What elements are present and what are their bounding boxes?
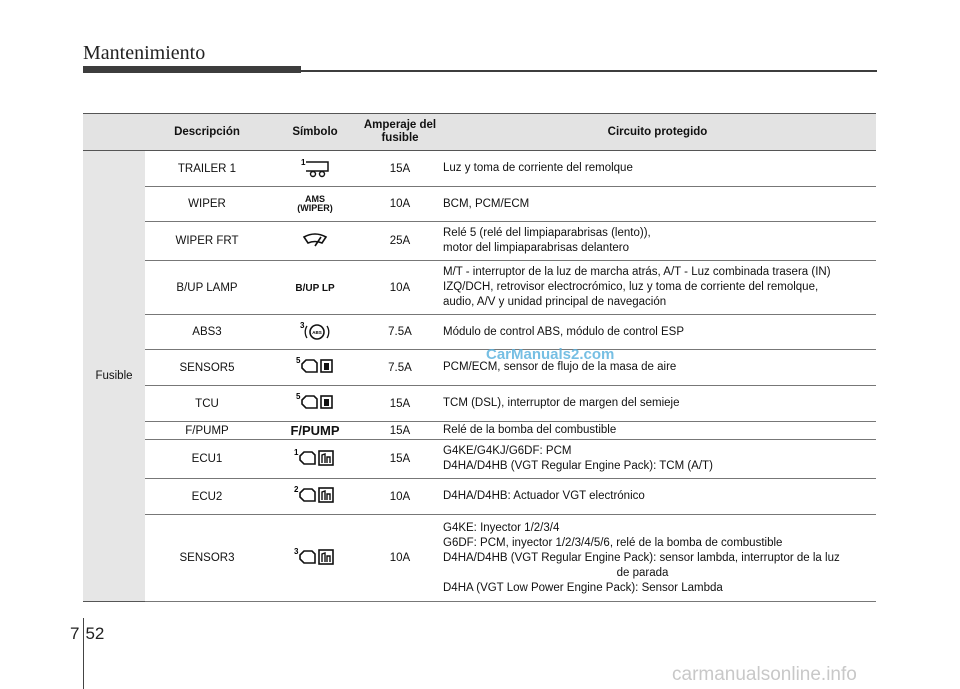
- circuit-line: D4HA/D4HB (VGT Regular Engine Pack): sensor lambda, interruptor de la luz: [443, 551, 840, 564]
- group-label-fusible: Fusible: [83, 151, 145, 602]
- fuse-amperage: 10A: [361, 479, 439, 515]
- circuit-line: motor del limpiaparabrisas delantero: [443, 242, 630, 254]
- fuse-amperage: 15A: [361, 386, 439, 422]
- fuse-amperage: 15A: [361, 440, 439, 479]
- circuit-line: G4KE/G4KJ/G6DF: PCM: [443, 445, 572, 457]
- fuse-description: WIPER FRT: [145, 222, 269, 261]
- symbol-cell: [269, 151, 361, 187]
- column-header-symbol: Símbolo: [269, 114, 361, 151]
- fuse-amperage: 25A: [361, 222, 439, 261]
- fuse-description: B/UP LAMP: [145, 261, 269, 315]
- symbol-cell: [269, 187, 361, 222]
- circuit-protected: [439, 187, 876, 222]
- wiper-icon: [300, 230, 330, 250]
- header-rule: [301, 70, 877, 72]
- fuse-amperage: 7.5A: [361, 350, 439, 386]
- circuit-line: Relé 5 (relé del limpiaparabrisas (lento)),: [443, 227, 651, 239]
- circuit-line: G4KE: Inyector 1/2/3/4: [443, 521, 560, 534]
- symbol-cell: [269, 440, 361, 479]
- circuit-protected: [439, 515, 876, 602]
- column-header-description: Descripción: [145, 114, 269, 151]
- footer-site-watermark: carmanualsonline.info: [672, 664, 857, 685]
- engine-sensor-icon: [294, 355, 336, 377]
- symbol-cell: [269, 479, 361, 515]
- watermark-text: CarManuals2.com: [486, 346, 615, 363]
- table-row: [83, 386, 876, 422]
- fuse-description: ECU2: [145, 479, 269, 515]
- symbol-number: 5: [296, 356, 301, 365]
- fuse-description: ECU1: [145, 440, 269, 479]
- symbol-number: 3: [294, 546, 299, 556]
- fuse-description: SENSOR3: [145, 515, 269, 602]
- circuit-line: M/T - interruptor de la luz de marcha atrás, A/T - Luz combinada trasera (IN): [443, 266, 831, 278]
- circuit-line: Relé de la bomba del combustible: [443, 424, 617, 436]
- symbol-cell: [269, 222, 361, 261]
- symbol-number: 1: [294, 447, 299, 457]
- page-header-title: Mantenimiento: [83, 42, 206, 64]
- table-row: [83, 422, 876, 440]
- symbol-cell: [269, 422, 361, 440]
- symbol-text: AMS: [305, 193, 325, 204]
- symbol-cell: [269, 315, 361, 350]
- column-header-amperage: Amperaje del fusible: [361, 114, 439, 151]
- symbol-cell: [269, 515, 361, 602]
- table-header-row: [83, 114, 876, 151]
- table-row: [83, 479, 876, 515]
- circuit-line: Módulo de control ABS, módulo de control ESP: [443, 325, 685, 338]
- symbol-cell: [269, 350, 361, 386]
- symbol-cell: [269, 386, 361, 422]
- svg-text:ABS: ABS: [312, 329, 322, 335]
- header-bar: [83, 66, 301, 73]
- circuit-line: de parada: [616, 566, 669, 579]
- column-header-circuit: Circuito protegido: [439, 114, 876, 151]
- circuit-protected: [439, 440, 876, 479]
- chapter-number: 7: [70, 624, 80, 643]
- symbol-number: 3: [300, 320, 305, 330]
- table-row: [83, 350, 876, 386]
- table-row: [83, 187, 876, 222]
- svg-text:1: 1: [301, 158, 306, 167]
- table-row: [83, 222, 876, 261]
- table-row: [83, 261, 876, 315]
- ecu-icon: [292, 484, 338, 506]
- column-header-group: [83, 114, 145, 151]
- circuit-line: audio, A/V y unidad principal de navegación: [443, 296, 667, 308]
- circuit-line: PCM/ECM, sensor de flujo de la masa de aire: [443, 361, 677, 373]
- symbol-number: 5: [296, 392, 301, 401]
- ecu-icon: [292, 546, 338, 568]
- table-row: [83, 151, 876, 187]
- table-row: [83, 440, 876, 479]
- symbol-text: B/UP LP: [295, 282, 335, 294]
- page-number-value: 52: [85, 624, 105, 643]
- fuse-description: TCU: [145, 386, 269, 422]
- fuse-amperage: 7.5A: [361, 315, 439, 350]
- circuit-protected: [439, 261, 876, 315]
- circuit-line: BCM, PCM/ECM: [443, 197, 530, 210]
- ecu-icon: [292, 447, 338, 469]
- fuse-description: WIPER: [145, 187, 269, 222]
- circuit-line: D4HA (VGT Low Power Engine Pack): Sensor Lambda: [443, 581, 723, 594]
- fuse-amperage: 15A: [361, 422, 439, 440]
- circuit-protected: [439, 479, 876, 515]
- symbol-number: 2: [294, 485, 299, 494]
- circuit-protected: [439, 315, 876, 350]
- ams-wiper-symbol: [297, 195, 333, 213]
- fuse-amperage: 15A: [361, 151, 439, 187]
- fuse-table: [83, 113, 876, 602]
- circuit-protected: [439, 422, 876, 440]
- trailer-icon: [295, 156, 335, 178]
- circuit-line: IZQ/DCH, retrovisor electrocrómico, luz y toma de corriente del remolque,: [443, 281, 819, 293]
- symbol-cell: [269, 261, 361, 315]
- circuit-protected: [439, 151, 876, 187]
- fuse-amperage: 10A: [361, 187, 439, 222]
- engine-sensor-icon: [294, 391, 336, 413]
- fuse-amperage: 10A: [361, 515, 439, 602]
- table-row: [83, 515, 876, 602]
- fuse-amperage: 10A: [361, 261, 439, 315]
- symbol-text: (WIPER): [297, 202, 333, 213]
- circuit-protected: [439, 222, 876, 261]
- circuit-line: Luz y toma de corriente del remolque: [443, 162, 633, 174]
- fuse-description: ABS3: [145, 315, 269, 350]
- circuit-line: D4HA/D4HB: Actuador VGT electrónico: [443, 490, 645, 502]
- table-row: [83, 315, 876, 350]
- fuse-description: SENSOR5: [145, 350, 269, 386]
- circuit-protected: [439, 386, 876, 422]
- abs-icon: [298, 320, 332, 342]
- circuit-line: G6DF: PCM, inyector 1/2/3/4/5/6, relé de la bomba de combustible: [443, 536, 783, 549]
- page-number: [70, 624, 104, 644]
- fuse-description: TRAILER 1: [145, 151, 269, 187]
- circuit-line: TCM (DSL), interruptor de margen del semieje: [443, 397, 680, 409]
- circuit-line: D4HA/D4HB (VGT Regular Engine Pack): TCM (A/T): [443, 460, 713, 472]
- symbol-text: F/PUMP: [290, 423, 340, 438]
- fuse-description: F/PUMP: [145, 422, 269, 440]
